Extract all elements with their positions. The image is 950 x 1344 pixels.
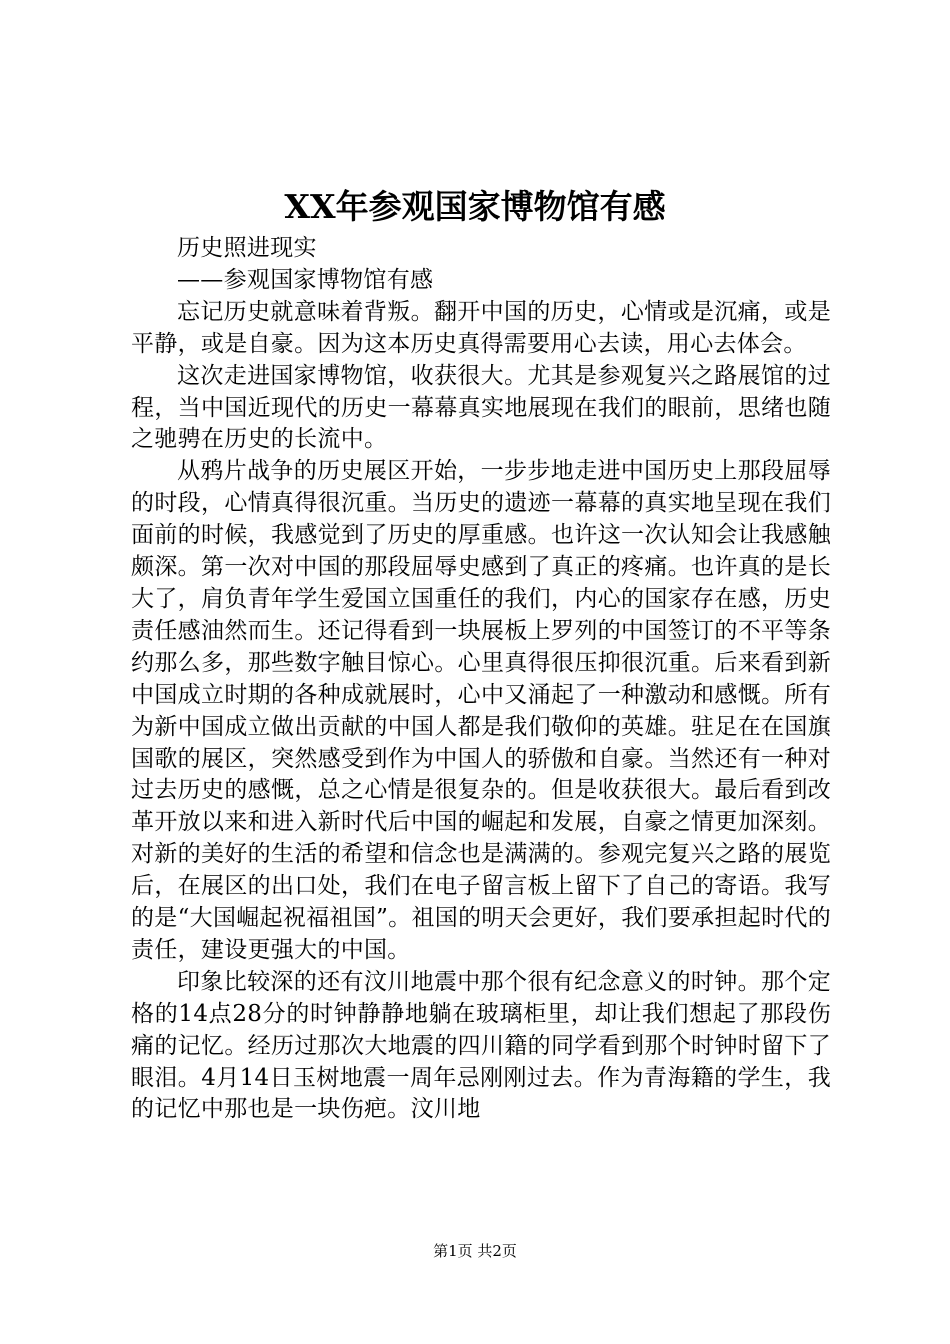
paragraph: 这次走进国家博物馆，收获很大。尤其是参观复兴之路展馆的过程，当中国近现代的历史一幕幕真实地展现在我们的眼前，思绪也随之驰骋在历史的长流中。 [131,362,831,453]
paragraph: 忘记历史就意味着背叛。翻开中国的历史，心情或是沉痛，或是平静，或是自豪。因为这本历史真得需要用心去读，用心去体会。 [131,298,831,357]
paragraph-heading: 历史照进现实 [177,235,317,261]
paragraph: 从鸦片战争的历史展区开始，一步步地走进中国历史上那段屈辱的时段，心情真得很沉重。当历史的遗迹一幕幕的真实地呈现在我们面前的时候，我感觉到了历史的厚重感。也许这一次认知会让我感触颇深。第一次对中国的那段屈辱史感到了真正的疼痛。也许真的是长大了，肩负青年学生爱国立国重任的我们，内心的国家存在感，历史责任感油然而生。还记得看到一块展板上罗列的中国签订的不平等条约那么多，那些数字触目惊心。心里真得很压抑很沉重。后来看到新中国成立时期的各种成就展时，心中又涌起了一种激动和感慨。所有为新中国成立做出贡献的中国人都是我们敬仰的英雄。驻足在在国旗国歌的展区，突然感受到作为中国人的骄傲和自豪。当然还有一种对过去历史的感慨，总之心情是很复杂的。但是收获很大。最后看到改革开放以来和进入新时代后中国的崛起和发展，自豪之情更加深刻。对新的美好的生活的希望和信念也是满满的。参观完复兴之路的展览后，在展区的出口处，我们在电子留言板上留下了自己的寄语。我写的是“大国崛起祝福祖国”。祖国的明天会更好，我们要承担起时代的责任，建设更强大的中国。 [131,458,831,963]
document-title: XX年参观国家博物馆有感 [284,187,666,226]
page-number-footer: 第1页 共2页 [433,1242,517,1260]
document-body [131,233,831,1126]
paragraph: 印象比较深的还有汶川地震中那个很有纪念意义的时钟。那个定格的14点28分的时钟静静地躺在玻璃柜里，却让我们想起了那段伤痛的记忆。经历过那次大地震的四川籍的同学看到那个时钟时留下了眼泪。4月14日玉树地震一周年忌刚刚过去。作为青海籍的学生，我的记忆中那也是一块伤疤。汶川地 [131,968,831,1123]
paragraph-subtitle: ——参观国家博物馆有感 [177,266,434,293]
